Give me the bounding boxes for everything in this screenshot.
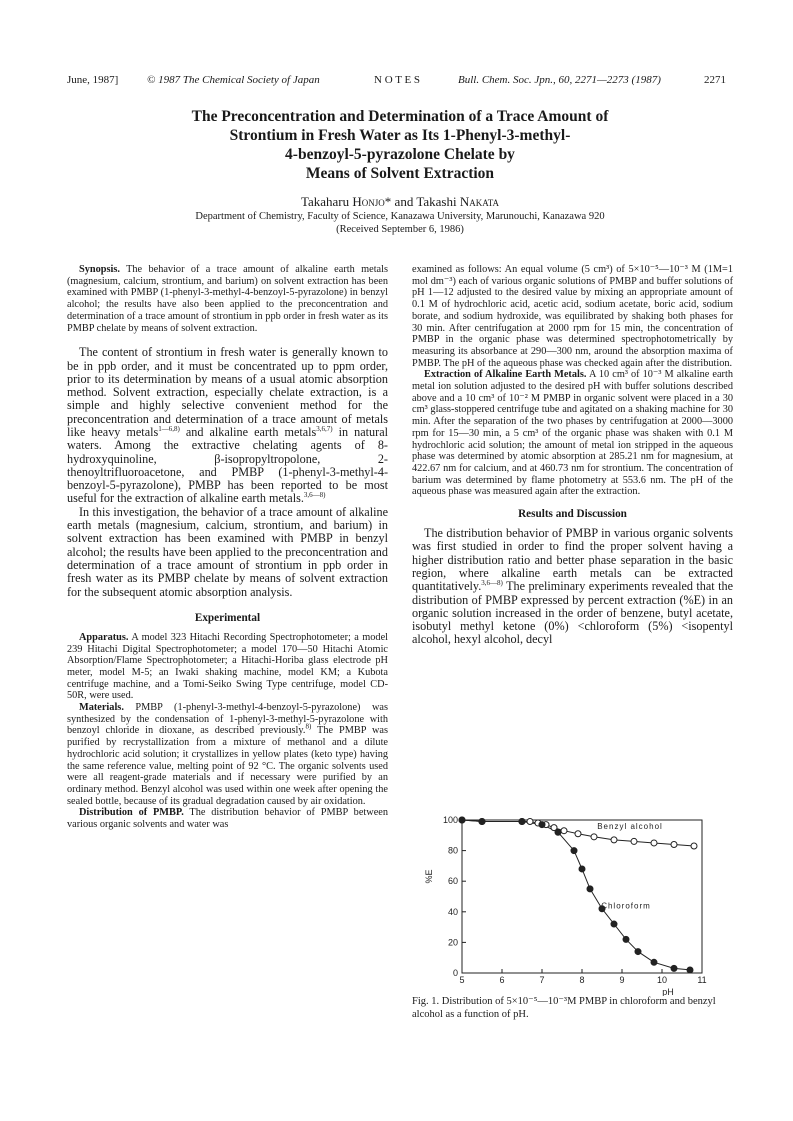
- paragraph-lead: Materials.: [79, 702, 124, 714]
- intro-text: The content of strontium in fresh water is generally known to be in ppb order, and it must be concentrated up to ppm order, prior to its determination by means of a usual atomic absorption method. Solvent extraction, especially chelate extraction, is a simple and highly selective convenient method for the preconcentration and determination of a trace amount of metals like heavy metals: [67, 345, 388, 439]
- data-point: [691, 843, 697, 849]
- synopsis-text: The behavior of a trace amount of alkaline earth metals (magnesium, calcium, strontium, and barium) on solvent extraction has been examined with PMBP (1-phenyl-3-methyl-4-benzoyl-5-pyrazolone) in benzyl alcohol; the results have also been applied to the preconcentration and determination of a trace amount of strontium in ppb order in fresh water as its PMBP chelate by means of solvent extraction.: [67, 264, 388, 334]
- paper-title: [80, 107, 720, 183]
- data-point: [571, 848, 577, 854]
- section-heading-results: Results and Discussion: [518, 508, 627, 521]
- plot-frame: [462, 820, 702, 973]
- title-line: Strontium in Fresh Water as Its 1-Phenyl-3-methyl-: [229, 127, 571, 144]
- data-point: [479, 819, 485, 825]
- header-date: June, 1987]: [67, 74, 119, 86]
- apparatus-paragraph: [67, 632, 388, 702]
- title-line: The Preconcentration and Determination of a Trace Amount of: [191, 108, 609, 125]
- x-axis-label: pH: [662, 987, 674, 996]
- data-point: [611, 921, 617, 927]
- y-axis-label: %E: [424, 869, 434, 884]
- right-column: [412, 264, 733, 647]
- paragraph-text: A 10 cm³ of 10⁻³ M alkaline earth metal ion solution adjusted to the desired pH with buffer solutions described above and a 10 cm³ of 10⁻² M PMBP in organic solvent were placed in a 30 cm³ glass-stoppered centrifuge tube and agitated on a shaking machine for 30 min. After the separation of the two phases by centrifugation at 2000—3000 rpm for 15—30 min, a 5 cm³ of the organic phase was shaken with 0.1 M hydrochloric acid solution; the amount of metal ion stripped in the aqueous phase was determined by atomic absorption at 285.21 nm for magnesium, at 422.67 nm for calcium, and at 460.73 nm for strontium. The concentration of barium was determined by flame photometry at 553.6 nm. The pH of the aqueous phase was measured again after the extraction.: [412, 369, 733, 498]
- intro-paragraph-2: In this investigation, the behavior of a trace amount of alkaline earth metals (magnesium, calcium, strontium, and barium) in solvent extraction has been examined with PMBP in benzyl alcohol; the results have been applied to the preconcentration and determination of a trace amount of strontium in ppb order in fresh water as its PMBP chelate by means of solvent extraction for the subsequent atomic absorption analysis.: [67, 504, 388, 599]
- x-tick-label: 6: [499, 975, 505, 985]
- figure-caption: Fig. 1. Distribution of 5×10⁻⁵—10⁻³M PMBP in chloroform and benzyl alcohol as a function of pH.: [412, 996, 716, 1020]
- y-tick-label: 40: [447, 906, 458, 917]
- series-label: Benzyl alcohol: [597, 822, 663, 832]
- series-label: Chloroform: [601, 901, 651, 911]
- reference-mark: 3,6,7): [316, 424, 333, 433]
- x-tick-label: 8: [579, 975, 585, 985]
- author-conjunction: and: [391, 194, 417, 209]
- intro-paragraph-1: [67, 346, 388, 506]
- header-page-number: 2271: [704, 74, 726, 86]
- data-point: [539, 822, 545, 828]
- y-tick-label: 20: [447, 937, 458, 948]
- y-tick-label: 80: [447, 845, 458, 856]
- intro-text: in natural waters. Among the extractive chelating agents of 8-hydroxyquinoline, β-isopropyltropolone, 2-thenoyltrifluoroacetone, and PMBP (1-phenyl-3-methyl-4-benzoyl-5-pyrazolone), PMBP has been reported to be most useful for the extraction of alkaline earth metals.: [67, 425, 388, 506]
- authors: [80, 194, 720, 210]
- data-point: [575, 831, 581, 837]
- corresponding-author-mark: *: [384, 194, 392, 209]
- paragraph-text: The distribution behavior of PMBP between various organic solvents and water was: [67, 807, 388, 831]
- header-section: N O T E S: [374, 74, 421, 86]
- reference-mark: 3,6—8): [481, 579, 503, 588]
- distribution-paragraph-cont: examined as follows: An equal volume (5 cm³) of 5×10⁻⁵—10⁻³ M (1M=1 mol dm⁻³) each of various organic solutions of PMBP and buffer solutions of pH 1—12 adjusted to the desired value by mixing an appropriate amount of 0.1 M of hydrochloric acid, acetic acid, sodium acetate, boric acid, sodium borate, and sodium hydroxide, was equilibrated by shaking both phases for 30 min. After centrifugation at 2000 rpm for 15 min, the concentration of PMBP in the organic phase was determined spectrophotometrically by measuring its absorbance at 290—300 nm, around the absorption maxima of PMBP. The pH of the aqueous phase was checked again after the distribution.: [412, 264, 733, 369]
- x-tick-label: 9: [619, 975, 625, 985]
- paragraph-text: A model 323 Hitachi Recording Spectrophotometer; a model 239 Hitachi Digital Spectrophotometer; a model 170—50 Hitachi Atomic Absorption/Flame Spectrophotometer; a Hitachi-Horiba glass electrode pH meter, model M-5; an Iwaki shaking machine, model KM; a Kubota centrifuge machine, and a Tomi-Seiko Swing Type centrifuge, model CD-50R, were used.: [67, 631, 388, 702]
- paragraph-text: The preliminary experiments revealed that the distribution of PMBP expressed by percent extraction (%E) in an organic solution increased in the order of benzene, butyl acetate, isobutyl methyl ketone (0%) <chloroform (5%) <isopentyl alcohol, hexyl alcohol, decyl: [412, 579, 733, 647]
- paragraph-lead: Extraction of Alkaline Earth Metals.: [424, 369, 587, 381]
- affiliation: Department of Chemistry, Faculty of Science, Kanazawa University, Marunouchi, Kanazawa 920: [195, 211, 605, 222]
- data-point: [459, 817, 465, 823]
- synopsis: [67, 264, 388, 334]
- materials-paragraph: [67, 702, 388, 807]
- synopsis-lead: Synopsis.: [79, 264, 120, 275]
- data-point: [687, 967, 693, 973]
- data-point: [561, 828, 567, 834]
- distribution-paragraph-start: [67, 807, 388, 830]
- x-tick-label: 5: [459, 975, 465, 985]
- x-tick-label: 11: [697, 975, 707, 985]
- author-last-name: Nakata: [459, 194, 500, 209]
- paragraph-text: PMBP (1-phenyl-3-methyl-4-benzoyl-5-pyrazolone) was synthesized by the condensation of 1-phenyl-3-methyl-5-pyrazolone with benzoyl chloride in dioxane, as described previously.: [67, 702, 388, 737]
- extraction-paragraph: [412, 369, 733, 498]
- reference-mark: 3,6—8): [303, 491, 326, 500]
- results-paragraph: [412, 527, 733, 647]
- figure-1-chart: [412, 808, 724, 996]
- author-first-name: Takashi: [416, 194, 460, 209]
- author-last-name: Honjo: [352, 194, 385, 209]
- left-column: [67, 264, 388, 831]
- data-point: [579, 866, 585, 872]
- header-citation: Bull. Chem. Soc. Jpn., 60, 2271—2273 (1987): [458, 74, 661, 86]
- section-heading-experimental: Experimental: [194, 611, 261, 624]
- data-point: [527, 819, 533, 825]
- data-point: [651, 959, 657, 965]
- title-line: Means of Solvent Extraction: [305, 165, 495, 182]
- y-tick-label: 60: [447, 876, 458, 887]
- reference-mark: 8): [305, 723, 312, 732]
- x-tick-label: 10: [656, 975, 668, 985]
- affiliation-block: [80, 210, 720, 236]
- data-point: [611, 837, 617, 843]
- x-tick-label: 7: [539, 975, 545, 985]
- data-point: [671, 965, 677, 971]
- data-point: [635, 949, 641, 955]
- header-copyright: © 1987 The Chemical Society of Japan: [147, 74, 320, 86]
- title-line: 4-benzoyl-5-pyrazolone Chelate by: [285, 146, 515, 163]
- paragraph-text: The PMBP was purified by recrystallization from a mixture of methanol and a dilute hydrochloric acid solution; it crystallizes in yellow plates (keto type) having the same reference value, melting point of 92 °C. The organic solvents used were all reagent-grade materials and if necessary were purified by an ordinary method. Benzyl alcohol was used within one week after opening the sealed bottle, because of its gradual degradation caused by air oxidation.: [67, 725, 388, 807]
- data-point: [631, 838, 637, 844]
- data-point: [623, 936, 629, 942]
- reference-mark: 1—6,8): [158, 424, 180, 433]
- y-tick-label: 100: [442, 815, 458, 825]
- author-first-name: Takaharu: [300, 194, 353, 209]
- data-point: [671, 841, 677, 847]
- paragraph-lead: Apparatus.: [79, 631, 129, 643]
- received-date: (Received September 6, 1986): [336, 224, 464, 235]
- data-point: [555, 829, 561, 835]
- paragraph-text: The distribution behavior of PMBP in various organic solvents was first studied in order to find the proper solvent having a higher distribution ratio and better phase separation in the basic region, where alkaline earth metals can be extracted quantitatively.: [412, 526, 733, 594]
- y-tick-label: 0: [452, 968, 458, 978]
- data-point: [591, 834, 597, 840]
- data-point: [519, 819, 525, 825]
- data-point: [651, 840, 657, 846]
- data-point: [587, 886, 593, 892]
- paragraph-lead: Distribution of PMBP.: [79, 807, 184, 819]
- intro-text: and alkaline earth metals: [179, 425, 317, 439]
